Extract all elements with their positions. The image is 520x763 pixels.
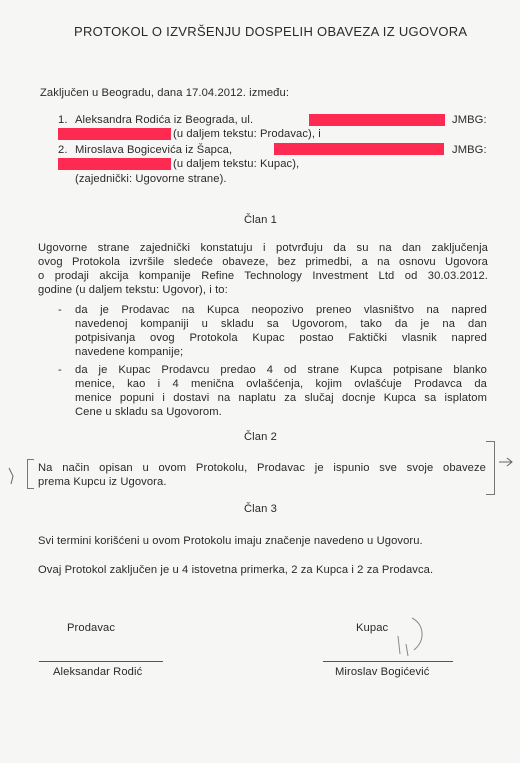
bullet2-line: da je Kupac Prodavcu predao 4 od strane Kupca potpisane blanko xyxy=(75,364,487,376)
clan1-line: Ugovorne strane zajednički konstatuju i potvrđuju da su na dan zaključenja xyxy=(38,242,488,254)
clan3-line2: Ovaj Protokol zaključen je u 4 istovetna primerka, 2 za Kupca i 2 za Prodavca. xyxy=(38,564,434,576)
redaction-bar xyxy=(274,143,444,155)
party1-tail: (u daljem tekstu: Prodavac), i xyxy=(173,128,321,140)
parties-joint: (zajednički: Ugovorne strane). xyxy=(75,173,227,185)
clan2-heading: Član 2 xyxy=(244,431,277,443)
seller-signature-line xyxy=(39,661,163,662)
clan1-line: o prodaji akcija kompanije Refine Technology Investment Ltd od 30.03.2012. xyxy=(38,270,488,282)
redaction-bar xyxy=(309,114,445,126)
bullet1-line: potpisivanja ovog Protokola Kupac postao Faktički vlasnik napred xyxy=(75,332,487,344)
clan2-line: prema Kupcu iz Ugovora. xyxy=(38,476,167,488)
party2-name: Miroslava Bogicevića iz Šapca, xyxy=(75,144,233,156)
clan2-line: Na način opisan u ovom Protokolu, Prodavac je ispunio sve svoje obaveze xyxy=(38,462,486,474)
bullet1-line: navedenoj kompaniji u skladu sa Ugovorom, tako da je na dan xyxy=(75,318,487,330)
bullet2-line: Cene u skladu sa Ugovorom. xyxy=(75,406,222,418)
handwritten-arrow-icon xyxy=(497,455,515,469)
bullet-dash: - xyxy=(58,304,62,316)
buyer-name: Miroslav Bogićević xyxy=(335,666,430,678)
clan1-heading: Član 1 xyxy=(244,214,277,226)
bullet1-line: da je Prodavac na Kupca neopozivo preneo vlasništvo na napred xyxy=(75,304,487,316)
buyer-signature-line xyxy=(323,661,453,662)
document-title: PROTOKOL O IZVRŠENJU DOSPELIH OBAVEZA IZ UGOVORA xyxy=(74,24,468,39)
clan1-line: ovog Protokola izvršile sledeće obaveze, bez primedbi, a na osnovu Ugovora xyxy=(38,256,488,268)
clan3-heading: Član 3 xyxy=(244,503,277,515)
party2-jmbg: JMBG: xyxy=(452,144,487,156)
clan1-line: godine (u daljem tekstu: Ugovor), i to: xyxy=(38,284,228,296)
buyer-signature-scribble xyxy=(384,614,434,664)
seller-label: Prodavac xyxy=(67,622,116,634)
redaction-bar xyxy=(58,128,171,140)
bullet-dash: - xyxy=(58,364,62,376)
clan3-line1: Svi termini korišćeni u ovom Protokolu imaju značenje navedeno u Ugovoru. xyxy=(38,535,423,547)
party1-name: Aleksandra Rodića iz Beograda, ul. xyxy=(75,114,254,126)
party1-jmbg: JMBG: xyxy=(452,114,487,126)
intro-line: Zaključen u Beogradu, dana 17.04.2012. između: xyxy=(40,87,290,99)
party2-tail: (u daljem tekstu: Kupac), xyxy=(173,158,300,170)
redaction-bar xyxy=(58,158,171,170)
bullet2-line: menice popuni i dostavi na naplatu za slučaj docnje Kupca sa isplatom xyxy=(75,392,487,404)
margin-bracket-mark xyxy=(486,441,495,495)
handwritten-tick-icon xyxy=(6,466,20,486)
party2-number: 2. xyxy=(58,144,68,156)
bullet2-line: menice, kao i 4 menična ovlašćenja, kojim ovlašćuje Prodavca da xyxy=(75,378,487,390)
buyer-label: Kupac xyxy=(356,622,389,634)
seller-name: Aleksandar Rodić xyxy=(53,666,143,678)
bullet1-line: navedene kompanije; xyxy=(75,346,184,358)
margin-bracket-mark xyxy=(27,459,34,489)
party1-number: 1. xyxy=(58,114,68,126)
